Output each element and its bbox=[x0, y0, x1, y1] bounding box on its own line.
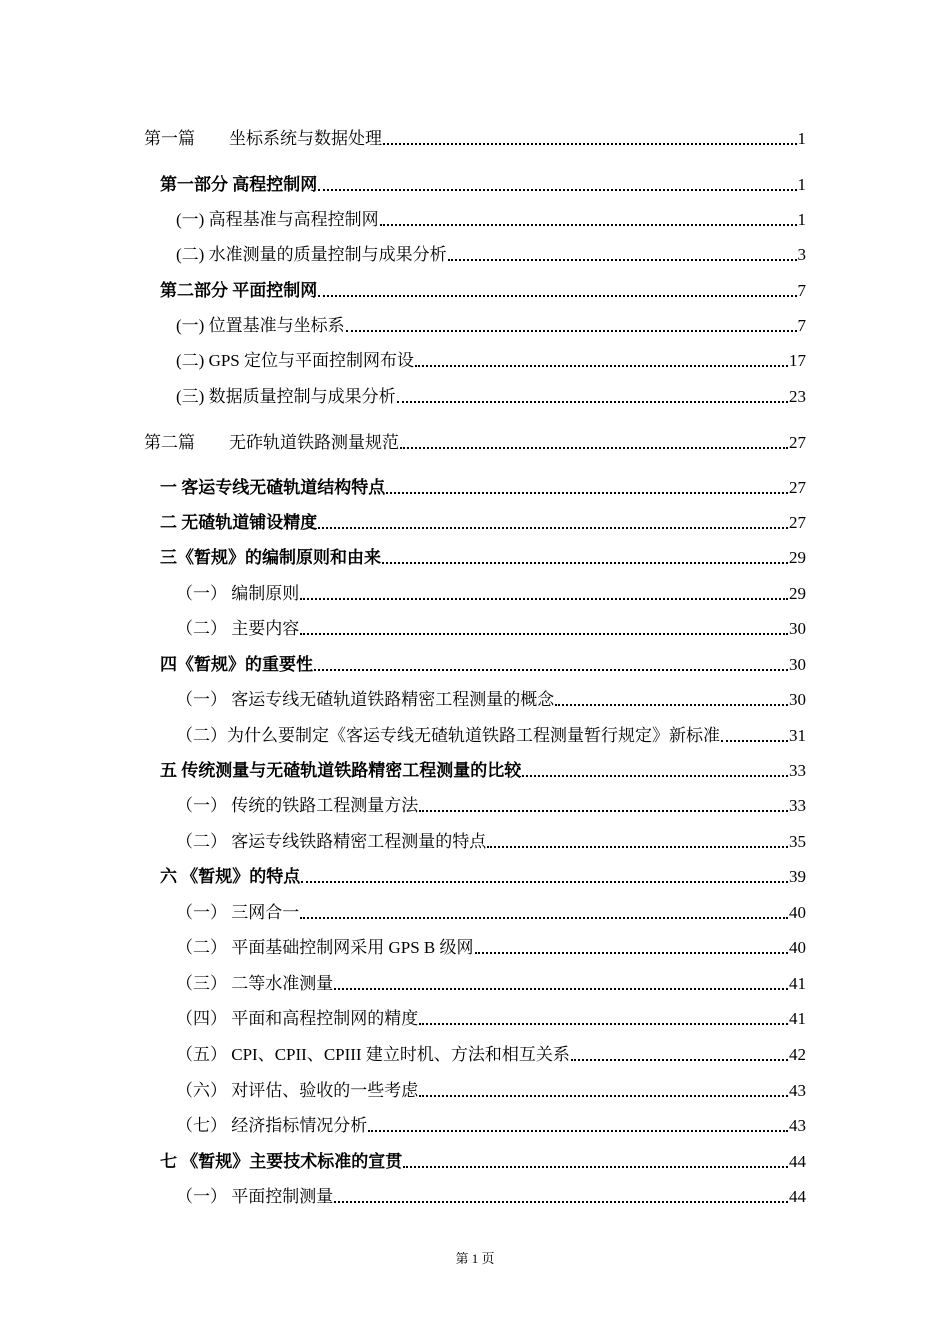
toc-entry[interactable] bbox=[176, 969, 806, 995]
toc-entry-title: （二） 主要内容 bbox=[176, 619, 300, 638]
toc-entry-title: （二）为什么要制定《客运专线无碴轨道铁路工程测量暂行规定》新标准 bbox=[176, 726, 720, 745]
toc-entry[interactable] bbox=[176, 382, 806, 408]
toc-entry[interactable] bbox=[160, 473, 806, 499]
toc-dot-leader bbox=[721, 740, 788, 742]
toc-dot-leader bbox=[419, 1095, 788, 1097]
toc-entry[interactable] bbox=[176, 1040, 806, 1066]
toc-entry-page-number: 35 bbox=[789, 832, 806, 851]
toc-entry-page-number: 41 bbox=[789, 974, 806, 993]
toc-dot-leader bbox=[380, 224, 797, 226]
toc-entry-title: (三) 数据质量控制与成果分析 bbox=[176, 387, 396, 406]
toc-dot-leader bbox=[334, 1201, 788, 1203]
toc-entry[interactable] bbox=[176, 1111, 806, 1137]
toc-entry-page-number: 17 bbox=[789, 351, 806, 370]
toc-entry-title: （一） 传统的铁路工程测量方法 bbox=[176, 796, 419, 815]
toc-entry-page-number: 30 bbox=[789, 619, 806, 638]
toc-entry-page-number: 27 bbox=[789, 478, 806, 497]
toc-entry-title: 第一篇 坐标系统与数据处理 bbox=[144, 129, 382, 148]
toc-entry-title: （一） 编制原则 bbox=[176, 584, 300, 603]
toc-entry-page-number: 44 bbox=[789, 1152, 806, 1171]
toc-entry-page-number: 33 bbox=[789, 796, 806, 815]
toc-entry-title: (二) GPS 定位与平面控制网布设 bbox=[176, 351, 415, 370]
toc-entry[interactable] bbox=[176, 1076, 806, 1102]
toc-dot-leader bbox=[368, 1130, 788, 1132]
toc-dot-leader bbox=[419, 1023, 788, 1025]
toc-dot-leader bbox=[415, 365, 788, 367]
toc-entry-page-number: 27 bbox=[789, 513, 806, 532]
toc-entry-title: （五） CPI、CPII、CPIII 建立时机、方法和相互关系 bbox=[176, 1045, 570, 1064]
toc-entry-title: 四《暂规》的重要性 bbox=[160, 655, 313, 674]
toc-entry[interactable] bbox=[176, 827, 806, 853]
toc-dot-leader bbox=[448, 259, 797, 261]
toc-entry[interactable] bbox=[160, 650, 806, 676]
toc-entry-page-number: 44 bbox=[789, 1187, 806, 1206]
toc-dot-leader bbox=[318, 295, 796, 297]
toc-entry[interactable] bbox=[176, 205, 806, 231]
toc-dot-leader bbox=[419, 810, 788, 812]
toc-entry-title: 三《暂规》的编制原则和由来 bbox=[160, 548, 381, 567]
toc-entry[interactable] bbox=[176, 1182, 806, 1208]
toc-entry-page-number: 30 bbox=[789, 690, 806, 709]
toc-entry[interactable] bbox=[176, 898, 806, 924]
toc-entry[interactable] bbox=[160, 756, 806, 782]
toc-dot-leader bbox=[522, 775, 788, 777]
toc-entry-page-number: 43 bbox=[789, 1081, 806, 1100]
toc-entry-page-number: 43 bbox=[789, 1116, 806, 1135]
toc-entry-page-number: 23 bbox=[789, 387, 806, 406]
toc-entry-page-number: 40 bbox=[789, 938, 806, 957]
toc-entry[interactable] bbox=[144, 428, 806, 454]
toc-entry[interactable] bbox=[176, 721, 806, 747]
toc-dot-leader bbox=[300, 633, 788, 635]
toc-entry[interactable] bbox=[176, 1004, 806, 1030]
toc-dot-leader bbox=[571, 1059, 788, 1061]
toc-dot-leader bbox=[397, 401, 788, 403]
toc-entry-title: (二) 水准测量的质量控制与成果分析 bbox=[176, 245, 447, 264]
toc-entry-page-number: 29 bbox=[789, 584, 806, 603]
toc-entry[interactable] bbox=[160, 508, 806, 534]
toc-entry-title: （七） 经济指标情况分析 bbox=[176, 1116, 368, 1135]
toc-entry[interactable] bbox=[176, 311, 806, 337]
toc-dot-leader bbox=[300, 598, 788, 600]
toc-dot-leader bbox=[346, 330, 797, 332]
toc-entry-page-number: 30 bbox=[789, 655, 806, 674]
toc-entry-title: （三） 二等水准测量 bbox=[176, 974, 334, 993]
toc-entry-page-number: 31 bbox=[789, 726, 806, 745]
toc-entry-page-number: 1 bbox=[797, 129, 806, 148]
toc-dot-leader bbox=[300, 917, 788, 919]
toc-entry[interactable] bbox=[176, 933, 806, 959]
toc-entry-title: 七 《暂规》主要技术标准的宣贯 bbox=[160, 1152, 403, 1171]
toc-entry-title: 五 传统测量与无碴轨道铁路精密工程测量的比较 bbox=[160, 761, 522, 780]
toc-entry-title: （一） 客运专线无碴轨道铁路精密工程测量的概念 bbox=[176, 690, 555, 709]
toc-entry-page-number: 1 bbox=[797, 175, 806, 194]
toc-entry-page-number: 7 bbox=[797, 316, 806, 335]
toc-entry[interactable] bbox=[176, 346, 806, 372]
toc-entry[interactable] bbox=[160, 862, 806, 888]
toc-dot-leader bbox=[334, 988, 788, 990]
toc-entry-title: (一) 位置基准与坐标系 bbox=[176, 316, 345, 335]
toc-dot-leader bbox=[383, 143, 797, 145]
toc-entry-page-number: 29 bbox=[789, 548, 806, 567]
toc-entry-title: 第二篇 无砟轨道铁路测量规范 bbox=[144, 433, 399, 452]
toc-entry-title: 二 无碴轨道铺设精度 bbox=[160, 513, 318, 532]
toc-dot-leader bbox=[318, 527, 788, 529]
toc-entry[interactable] bbox=[160, 1147, 806, 1173]
toc-entry-page-number: 41 bbox=[789, 1009, 806, 1028]
toc-dot-leader bbox=[487, 846, 788, 848]
toc-entry[interactable] bbox=[176, 579, 806, 605]
toc-dot-leader bbox=[382, 562, 788, 564]
toc-entry-page-number: 33 bbox=[789, 761, 806, 780]
toc-entry-title: （二） 客运专线铁路精密工程测量的特点 bbox=[176, 832, 487, 851]
toc-entry-title: （二） 平面基础控制网采用 GPS B 级网 bbox=[176, 938, 474, 957]
toc-entry[interactable] bbox=[176, 614, 806, 640]
toc-entry[interactable] bbox=[160, 170, 806, 196]
toc-entry-title: 第一部分 高程控制网 bbox=[160, 175, 318, 194]
toc-dot-leader bbox=[301, 881, 788, 883]
toc-entry-title: 一 客运专线无碴轨道结构特点 bbox=[160, 478, 386, 497]
toc-entry-title: （一） 三网合一 bbox=[176, 903, 300, 922]
toc-entry-title: (一) 高程基准与高程控制网 bbox=[176, 210, 379, 229]
toc-entry[interactable] bbox=[144, 124, 806, 150]
toc-entry[interactable] bbox=[160, 543, 806, 569]
toc-dot-leader bbox=[403, 1166, 788, 1168]
toc-entry-page-number: 42 bbox=[789, 1045, 806, 1064]
toc-entry-page-number: 1 bbox=[797, 210, 806, 229]
toc-entry-title: （六） 对评估、验收的一些考虑 bbox=[176, 1081, 419, 1100]
toc-entry-page-number: 27 bbox=[789, 433, 806, 452]
toc-dot-leader bbox=[318, 189, 796, 191]
toc-dot-leader bbox=[386, 492, 788, 494]
toc-entry-title: 六 《暂规》的特点 bbox=[160, 867, 301, 886]
toc-dot-leader bbox=[555, 704, 788, 706]
toc-dot-leader bbox=[400, 447, 788, 449]
toc-entry[interactable] bbox=[176, 791, 806, 817]
toc-entry-title: （四） 平面和高程控制网的精度 bbox=[176, 1009, 419, 1028]
toc-entry[interactable] bbox=[160, 276, 806, 302]
toc-entry-title: （一） 平面控制测量 bbox=[176, 1187, 334, 1206]
toc-entry-page-number: 39 bbox=[789, 867, 806, 886]
toc-entry-page-number: 7 bbox=[797, 281, 806, 300]
page-footer: 第 1 页 bbox=[455, 1251, 495, 1266]
toc-entry-page-number: 40 bbox=[789, 903, 806, 922]
toc-dot-leader bbox=[314, 669, 788, 671]
toc-entry[interactable] bbox=[176, 240, 806, 266]
toc-entry[interactable] bbox=[176, 685, 806, 711]
toc-entry-title: 第二部分 平面控制网 bbox=[160, 281, 318, 300]
toc-dot-leader bbox=[475, 952, 788, 954]
toc-entry-page-number: 3 bbox=[797, 245, 806, 264]
